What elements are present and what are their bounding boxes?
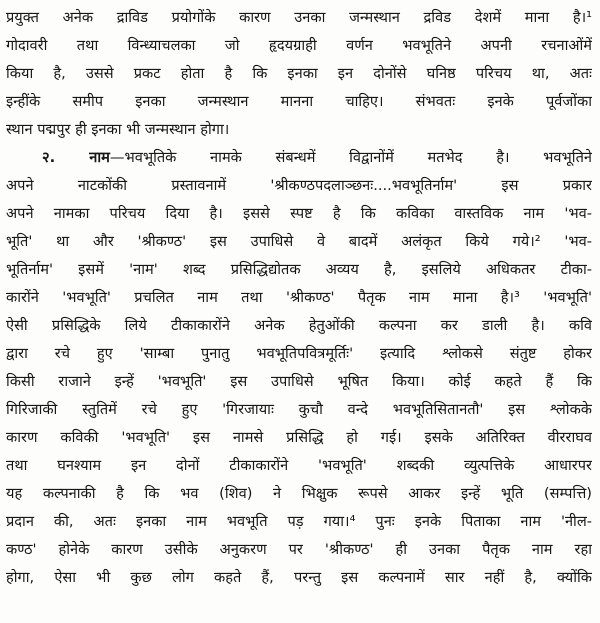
text-line: तथा घनश्याम इन दोनों टीकाकारोंने 'भवभूति' शब्दकी व्युत्पत्तिके आधारपर bbox=[6, 457, 592, 474]
text-line: ऐसी प्रसिद्धिके लिये टीकाकारोंने अनेक हेतुओंकी कल्पना कर डाली है। कवि bbox=[6, 317, 592, 334]
text-segment: —भवभूतिके नामके संबन्धमें विद्वानोंमें मतभेद है। भवभूतिने bbox=[109, 149, 592, 166]
text-line: यह कल्पनाकी है कि भव (शिव) ने भिक्षुक रूपसे आकर इन्हें भूति (सम्पत्ति) bbox=[6, 485, 592, 502]
text-line: द्वारा रचे हुए 'साम्बा पुनातु भवभूतिपवित्रमूर्तिः' इत्यादि श्लोकसे संतुष्ट होकर bbox=[6, 345, 592, 362]
text-line: इन्हींके समीप इनका जन्मस्थान मानना चाहिए। संभवतः इनके पूर्वजोंका bbox=[6, 93, 592, 110]
text-line: होगा, ऐसा भी कुछ लोग कहते हैं, परन्तु इस कल्पनामें सार नहीं है, क्योंकि bbox=[6, 569, 592, 586]
text-line: स्थान पद्मपुर ही इनका भी जन्मस्थान होगा। bbox=[6, 121, 230, 138]
text-line: भूतिर्नाम' इसमें 'नाम' शब्द प्रसिद्धिद्योतक अव्यय है, इसलिये अधिकतर टीका- bbox=[6, 261, 592, 278]
text-line: गोदावरी तथा विन्ध्याचलका जो हृदयग्राही वर्णन भवभूतिने अपनी रचनाओंमें bbox=[6, 37, 592, 54]
section-heading-line bbox=[42, 145, 592, 170]
text-line: कण्ठ' होनेके कारण उसीके अनुकरण पर 'श्रीकण्ठ' ही उनका पैतृक नाम रहा bbox=[6, 541, 592, 558]
section-heading: २. नाम bbox=[42, 149, 110, 166]
text-line: कारोंने 'भवभूति' प्रचलित नाम तथा 'श्रीकण्ठ' पैतृक नाम माना है।³ 'भवभूति' bbox=[6, 289, 592, 306]
text-line: किया है, उससे प्रकट होता है कि इनका इन दोनोंसे घनिष्ठ परिचय था, अतः bbox=[6, 65, 592, 82]
text-line: भूति' था और 'श्रीकण्ठ' इस उपाधिसे वे बादमें अलंकृत किये गये।² 'भव- bbox=[6, 233, 592, 250]
text-line: प्रयुक्त अनेक द्राविड प्रयोगोंके कारण उनका जन्मस्थान द्रविड देशमें माना है।¹ bbox=[6, 9, 592, 26]
text-line: प्रदान की, अतः इनका नाम भवभूति पड़ गया।⁴ पुनः इनके पिताका नाम 'नील- bbox=[6, 513, 592, 530]
text-line: अपने नामका परिचय दिया है। इससे स्पष्ट है कि कविका वास्तविक नाम 'भव- bbox=[6, 205, 592, 222]
text-line: किसी राजाने इन्हें 'भवभूति' इस उपाधिसे भूषित किया। कोई कहते हैं कि bbox=[6, 373, 592, 390]
text-line: कारण कविकी 'भवभूति' इस नामसे प्रसिद्धि हो गई। इसके अतिरिक्त वीरराघव bbox=[6, 429, 592, 446]
text-line: गिरिजाकी स्तुतिमें रचे हुए 'गिरजायाः कुचौ वन्दे भवभूतिसितानतौ' इस श्लोकके bbox=[6, 401, 592, 418]
text-line: अपने नाटकोंकी प्रस्तावनामें 'श्रीकण्ठपदलाञ्छनः....भवभूतिर्नाम' इस प्रकार bbox=[6, 177, 592, 194]
